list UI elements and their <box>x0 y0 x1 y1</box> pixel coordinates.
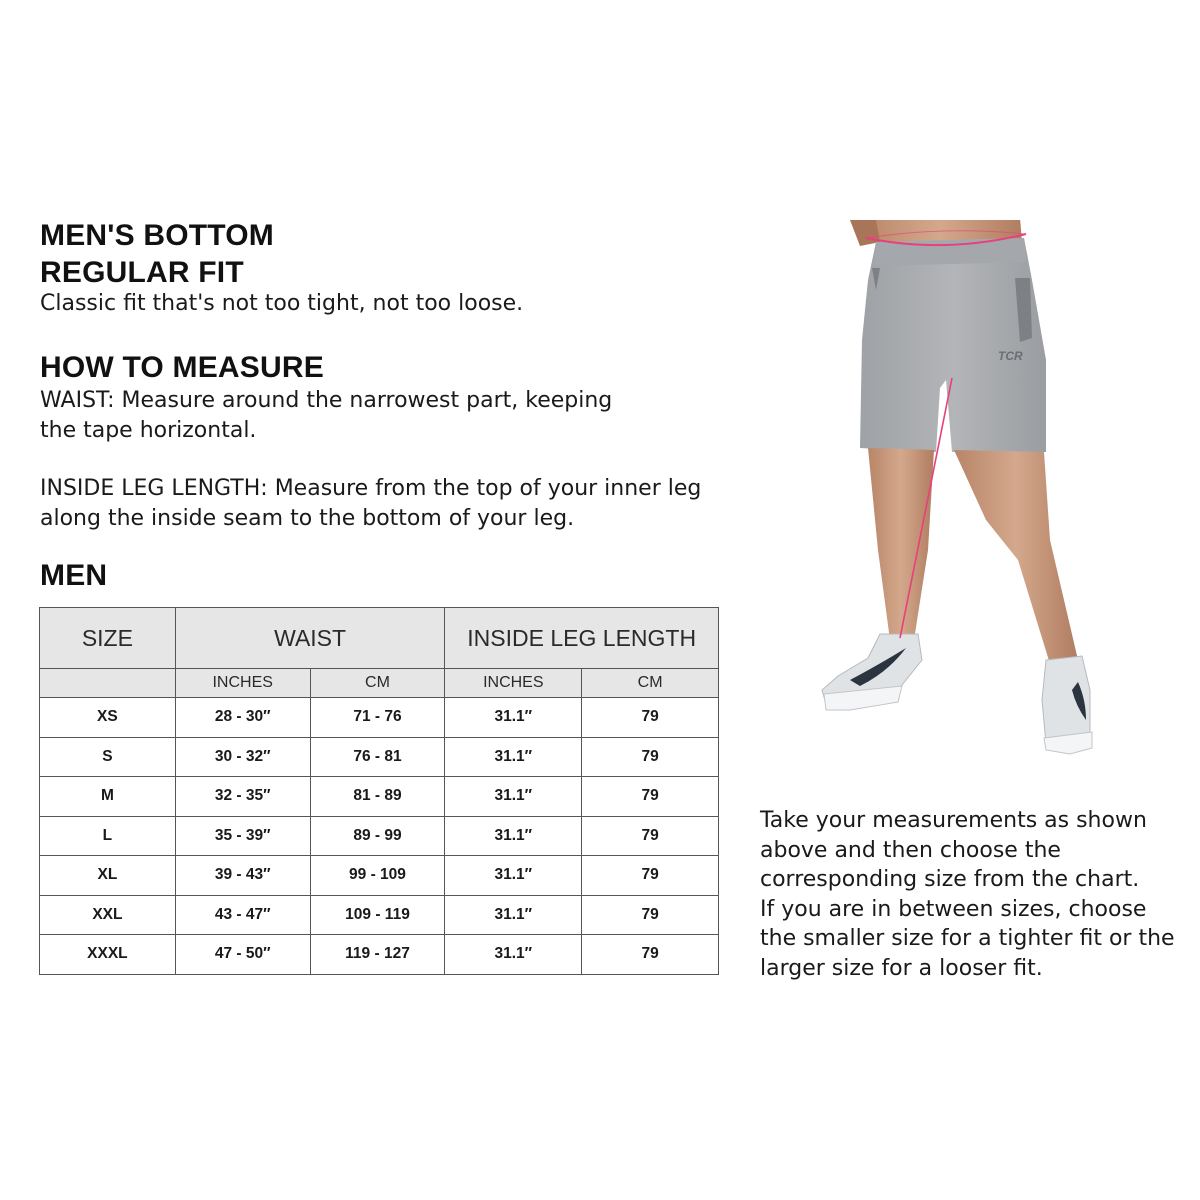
shorts-icon <box>860 238 1046 452</box>
waist-inches-cell: 39 - 43″ <box>175 856 310 896</box>
fit-type-title: REGULAR FIT <box>40 256 244 289</box>
leg-cm-cell: 79 <box>582 777 719 817</box>
size-advice-line: larger size for a looser fit. <box>760 955 1043 981</box>
table-row <box>40 895 719 935</box>
leg-cm-cell: 79 <box>582 895 719 935</box>
table-subheader-row <box>40 669 719 698</box>
size-chart-table <box>39 607 719 975</box>
leg-cm-cell: 79 <box>582 856 719 896</box>
leg-inches-cell: 31.1″ <box>445 698 582 738</box>
model-shorts-illustration <box>810 220 1140 760</box>
waist-cm-header: CM <box>310 669 445 698</box>
leg-inches-cell: 31.1″ <box>445 935 582 975</box>
waist-inches-cell: 47 - 50″ <box>175 935 310 975</box>
size-cell: XS <box>40 698 176 738</box>
size-cell: XXL <box>40 895 176 935</box>
leg-cm-cell: 79 <box>582 816 719 856</box>
waist-cm-cell: 76 - 81 <box>310 737 445 777</box>
leg-inches-header: INCHES <box>445 669 582 698</box>
waist-cm-cell: 81 - 89 <box>310 777 445 817</box>
size-subheader-empty <box>40 669 176 698</box>
chart-title: MEN <box>40 559 108 592</box>
waist-cm-cell: 71 - 76 <box>310 698 445 738</box>
leg-inches-cell: 31.1″ <box>445 895 582 935</box>
size-cell: XL <box>40 856 176 896</box>
waist-cm-cell: 119 - 127 <box>310 935 445 975</box>
size-cell: S <box>40 737 176 777</box>
how-to-measure-title: HOW TO MEASURE <box>40 351 324 384</box>
size-advice-line: corresponding size from the chart. <box>760 867 1140 892</box>
size-cell: M <box>40 777 176 817</box>
size-advice-line: above and then choose the <box>760 837 1061 863</box>
size-advice-line: If you are in between sizes, choose <box>760 896 1147 922</box>
size-advice-line: Take your measurements as shown <box>760 808 1147 833</box>
inside-leg-instructions-line: INSIDE LEG LENGTH: Measure from the top of your inner leg <box>40 476 702 501</box>
brand-logo: TCR <box>998 349 1023 363</box>
table-row <box>40 816 719 856</box>
waist-instructions <box>40 386 740 445</box>
leg-cm-header: CM <box>582 669 719 698</box>
leg-cm-cell: 79 <box>582 698 719 738</box>
waist-inches-cell: 43 - 47″ <box>175 895 310 935</box>
waist-header: WAIST <box>175 608 445 669</box>
size-guide-title: MEN'S BOTTOM <box>40 219 274 252</box>
leg-inches-cell: 31.1″ <box>445 777 582 817</box>
inside-leg-instructions-line: along the inside seam to the bottom of your leg. <box>40 505 575 531</box>
table-row <box>40 935 719 975</box>
waist-inches-cell: 30 - 32″ <box>175 737 310 777</box>
waist-inches-cell: 35 - 39″ <box>175 816 310 856</box>
leg-cm-cell: 79 <box>582 737 719 777</box>
model-legs <box>868 448 1078 664</box>
leg-inches-cell: 31.1″ <box>445 856 582 896</box>
size-cell: L <box>40 816 176 856</box>
waist-inches-cell: 32 - 35″ <box>175 777 310 817</box>
size-cell: XXXL <box>40 935 176 975</box>
size-advice-line: the smaller size for a tighter fit or the <box>760 926 1175 951</box>
table-row <box>40 777 719 817</box>
waist-instructions-line: WAIST: Measure around the narrowest part, keeping <box>40 388 613 413</box>
inside-leg-header: INSIDE LEG LENGTH <box>445 608 719 669</box>
size-advice-note <box>760 806 1180 983</box>
leg-inches-cell: 31.1″ <box>445 816 582 856</box>
waist-inches-cell: 28 - 30″ <box>175 698 310 738</box>
fit-description: Classic fit that's not too tight, not too loose. <box>40 291 524 316</box>
leg-inches-cell: 31.1″ <box>445 737 582 777</box>
waist-cm-cell: 89 - 99 <box>310 816 445 856</box>
waist-instructions-line: the tape horizontal. <box>40 417 257 443</box>
leg-cm-cell: 79 <box>582 935 719 975</box>
waist-inches-header: INCHES <box>175 669 310 698</box>
table-header-row <box>40 608 719 669</box>
table-row <box>40 737 719 777</box>
waist-cm-cell: 109 - 119 <box>310 895 445 935</box>
table-row <box>40 698 719 738</box>
inside-leg-instructions <box>40 474 760 533</box>
size-header: SIZE <box>40 608 176 669</box>
waist-cm-cell: 99 - 109 <box>310 856 445 896</box>
table-row <box>40 856 719 896</box>
